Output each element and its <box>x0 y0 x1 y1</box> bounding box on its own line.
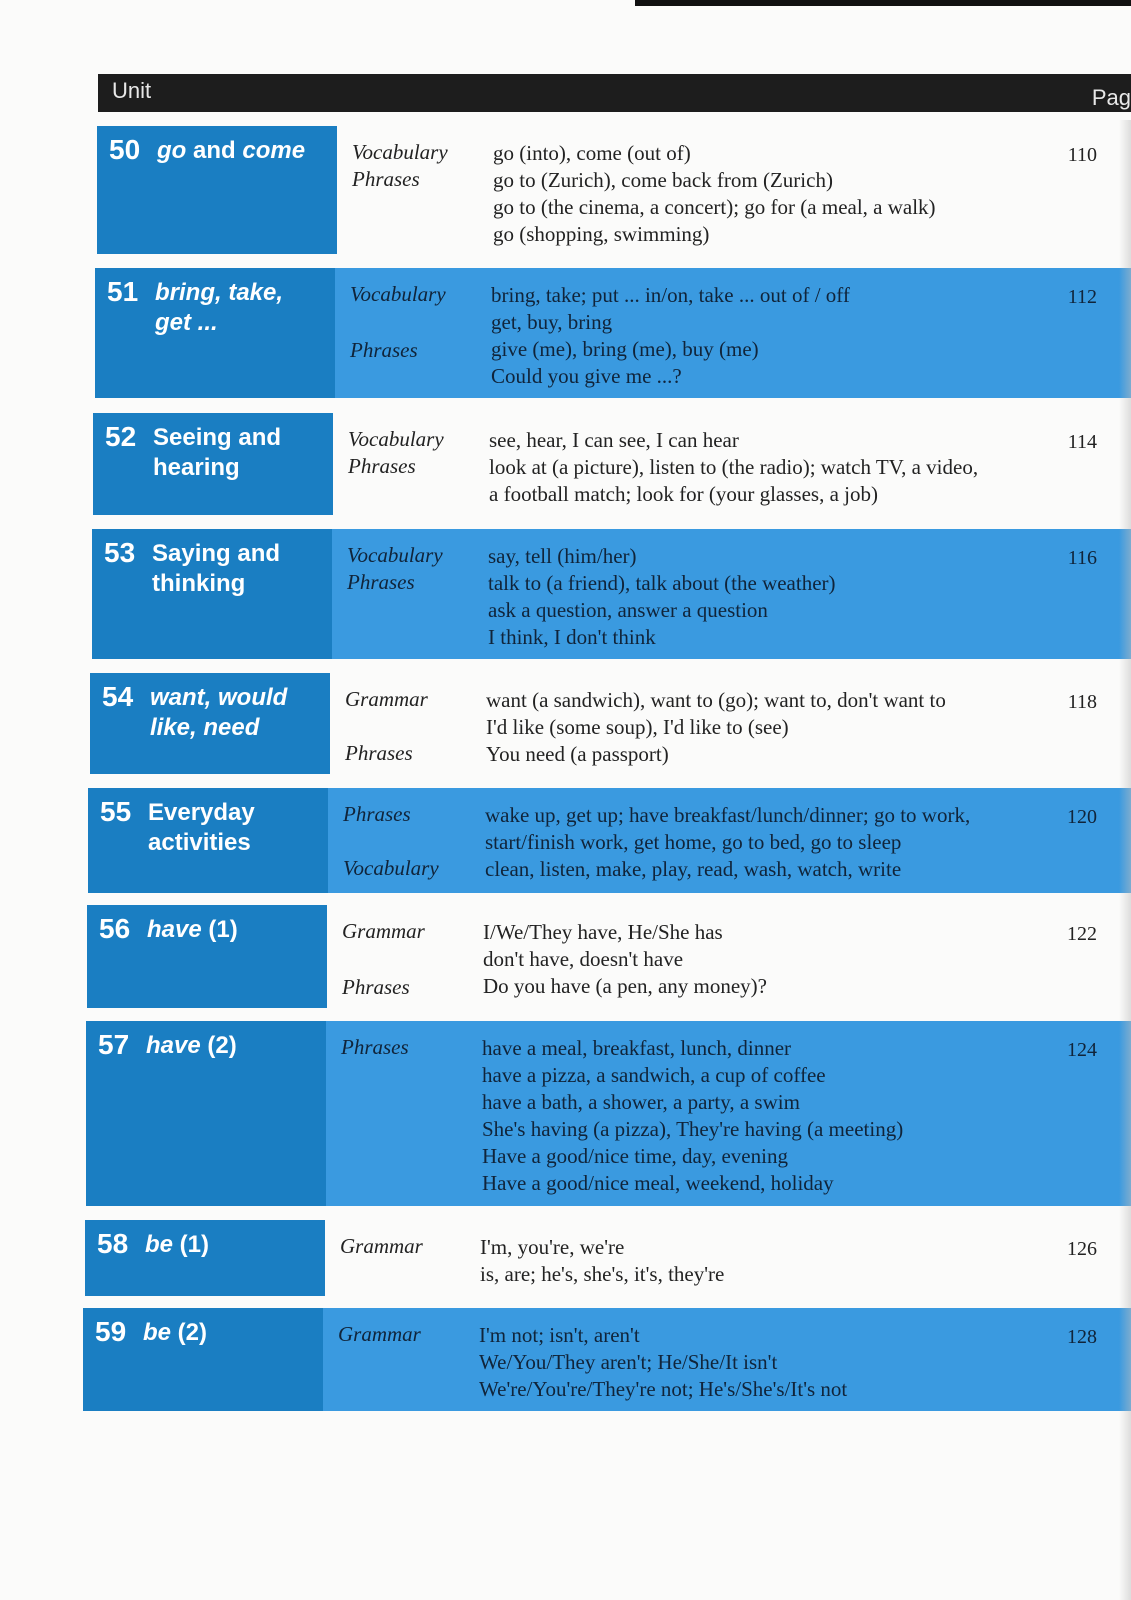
page-number: 118 <box>1067 691 1097 713</box>
category-label: Vocabulary <box>343 856 439 880</box>
content-item: bring, take; put ... in/on, take ... out of / off <box>491 283 850 307</box>
content-item: I'm not; isn't, aren't <box>479 1323 640 1347</box>
table-header <box>98 74 1131 112</box>
top-rule <box>635 0 1131 6</box>
category-label: Vocabulary <box>348 427 444 451</box>
content-item: say, tell (him/her) <box>488 544 637 568</box>
content-item: get, buy, bring <box>491 310 613 334</box>
content-items <box>486 687 946 768</box>
content-item: talk to (a friend), talk about (the weather) <box>488 571 836 595</box>
content-item: Do you have (a pen, any money)? <box>483 974 767 998</box>
content-item: ask a question, answer a question <box>488 598 768 622</box>
unit-title-box <box>86 1021 326 1206</box>
page-number: 126 <box>1067 1238 1097 1260</box>
content-item: don't have, doesn't have <box>483 947 684 971</box>
category-label: Grammar <box>340 1234 423 1258</box>
unit-title-box <box>92 529 332 659</box>
content-item: go (shopping, swimming) <box>493 222 710 246</box>
page-number: 114 <box>1067 431 1097 453</box>
content-item: I/We/They have, He/She has <box>483 920 723 944</box>
content-item: wake up, get up; have breakfast/lunch/dinner; go to work, <box>485 803 971 827</box>
unit-row <box>0 1021 1131 1206</box>
content-item: go (into), come (out of) <box>493 141 691 165</box>
page-column-header: Pag <box>1091 85 1131 110</box>
content-items <box>483 919 767 1000</box>
content-item: We/You/They aren't; He/She/It isn't <box>479 1350 778 1374</box>
content-item: is, are; he's, she's, it's, they're <box>480 1262 725 1286</box>
page-edge-shadow <box>1119 120 1131 1600</box>
category-label: Vocabulary <box>350 282 446 306</box>
page-number: 128 <box>1067 1326 1097 1348</box>
unit-title-box <box>90 673 330 774</box>
unit-title-box <box>93 413 333 515</box>
unit-number: 55 <box>100 796 132 827</box>
content-items <box>488 543 836 651</box>
category-label: Vocabulary <box>352 140 448 164</box>
category-label: Phrases <box>343 802 411 826</box>
category-label: Vocabulary <box>347 543 443 567</box>
category-label: Grammar <box>342 919 425 943</box>
unit-title: Seeing and hearing <box>153 424 282 481</box>
unit-number: 57 <box>98 1029 130 1060</box>
unit-title: go and come <box>157 137 306 164</box>
unit-number: 53 <box>104 537 136 568</box>
category-label: Phrases <box>347 570 415 594</box>
content-item: clean, listen, make, play, read, wash, watch, write <box>485 857 902 881</box>
unit-title: have (1) <box>147 916 238 943</box>
unit-title: be (2) <box>143 1319 208 1346</box>
unit-title: bring, take, get ... <box>155 279 284 336</box>
unit-row <box>0 1220 1131 1296</box>
content-items <box>482 1035 903 1197</box>
content-item: have a bath, a shower, a party, a swim <box>482 1090 800 1114</box>
page-number: 116 <box>1067 547 1097 569</box>
unit-row <box>0 1308 1131 1411</box>
content-item: start/finish work, get home, go to bed, go to sleep <box>485 830 902 854</box>
content-item: see, hear, I can see, I can hear <box>489 428 739 452</box>
content-items <box>485 802 970 883</box>
content-item: Have a good/nice time, day, evening <box>482 1144 788 1168</box>
unit-row <box>0 268 1131 398</box>
unit-row <box>0 126 1131 254</box>
unit-title: be (1) <box>145 1231 210 1258</box>
category-label: Grammar <box>345 687 428 711</box>
content-item: I'm, you're, we're <box>480 1235 625 1259</box>
content-item: We're/You're/They're not; He's/She's/It's not <box>479 1377 848 1401</box>
category-label: Phrases <box>350 338 418 362</box>
unit-row <box>0 905 1131 1008</box>
content-item: go to (Zurich), come back from (Zurich) <box>493 168 833 192</box>
page-number: 120 <box>1067 806 1097 828</box>
content-item: want (a sandwich), want to (go); want to, don't want to <box>486 688 946 712</box>
content-item: You need (a passport) <box>486 742 669 766</box>
content-item: I'd like (some soup), I'd like to (see) <box>486 715 789 739</box>
category-label: Phrases <box>352 167 420 191</box>
unit-number: 51 <box>107 276 139 307</box>
page-number: 122 <box>1067 923 1097 945</box>
content-item: She's having (a pizza), They're having (a meeting) <box>482 1117 904 1141</box>
content-item: have a pizza, a sandwich, a cup of coffee <box>482 1063 826 1087</box>
content-items <box>480 1234 724 1288</box>
unit-number: 59 <box>95 1316 127 1347</box>
unit-row <box>0 529 1131 659</box>
unit-title-box <box>85 1220 325 1296</box>
unit-number: 56 <box>99 913 131 944</box>
content-item: go to (the cinema, a concert); go for (a meal, a walk) <box>493 195 936 219</box>
unit-number: 52 <box>105 421 137 452</box>
category-label: Grammar <box>338 1322 421 1346</box>
unit-row <box>0 413 1131 515</box>
page-number: 124 <box>1067 1039 1097 1061</box>
unit-row <box>0 788 1131 893</box>
unit-column-header: Unit <box>112 78 152 103</box>
unit-title: Saying and thinking <box>152 540 281 597</box>
content-items <box>493 140 936 248</box>
unit-title-box <box>97 126 337 254</box>
page-number: 112 <box>1067 286 1097 308</box>
category-label: Phrases <box>341 1035 409 1059</box>
category-label: Phrases <box>345 741 413 765</box>
unit-title-box <box>88 788 328 893</box>
unit-title: have (2) <box>146 1032 237 1059</box>
unit-number: 50 <box>109 134 141 165</box>
content-item: have a meal, breakfast, lunch, dinner <box>482 1036 792 1060</box>
content-item: Could you give me ...? <box>491 364 682 388</box>
unit-title: Everyday activities <box>148 799 255 856</box>
content-items <box>489 427 978 508</box>
content-item: look at (a picture), listen to (the radio); watch TV, a video, <box>489 455 979 479</box>
content-items <box>479 1322 847 1403</box>
content-items <box>491 282 850 390</box>
content-item: Have a good/nice meal, weekend, holiday <box>482 1171 834 1195</box>
unit-number: 58 <box>97 1228 129 1259</box>
content-item: give (me), bring (me), buy (me) <box>491 337 759 361</box>
unit-title-box <box>95 268 335 398</box>
unit-title-box <box>87 905 327 1008</box>
unit-number: 54 <box>102 681 134 712</box>
unit-title: want, would like, need <box>150 684 288 741</box>
unit-title-box <box>83 1308 323 1411</box>
content-item: a football match; look for (your glasses, a job) <box>489 482 878 506</box>
category-label: Phrases <box>342 975 410 999</box>
content-item: I think, I don't think <box>488 625 656 649</box>
category-label: Phrases <box>348 454 416 478</box>
page-number: 110 <box>1067 144 1097 166</box>
unit-row <box>0 673 1131 774</box>
